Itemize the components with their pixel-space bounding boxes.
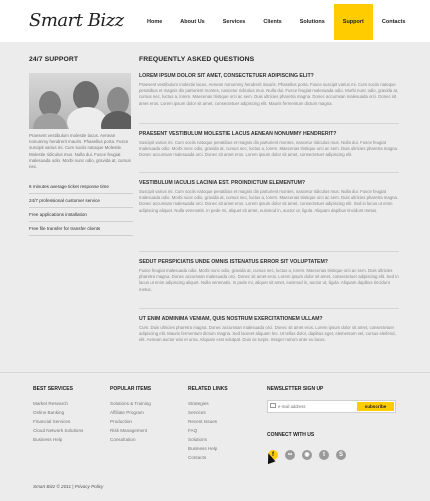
footer-link[interactable]: Solutions [188, 437, 207, 442]
faq-answer: Praesent vestibulum molestie lacus. Aenean nonummy hendrerit mauris. Phasellus porta. Fusce suscipit varius mi. Cum sociis natoque penatibus et magnis dis parturient montes, nascetur ridiculus mus. Nulla dui. Fusce feugiat malesuada odio. Morbi nunc odio, gravida at, cursus nec, luctus a, lorem. Maecenas tristique orci ac sem. Duis ultricies pharetra magna. Donec accumsan malesuada orci. Donec sit amet eros. Lorem ipsum dolor sit amet, consectetuer adipiscing elit. Mauris fermentum dictum magna. [139, 82, 399, 106]
faq-answer: Fusce feugiat malesuada odio. Morbi nunc odio, gravida at, cursus nec, luctus a, lorem. Maecenas tristique orci ac sem. Duis ultricies pharetra magna. Donec accumsan malesuada orci. Donec sit amet eros. Lorem ipsum dolor sit amet, consectetuer adipiscing elit. Sed in lacus ut enim adipiscing aliquet. Nulla venenatis. In pede mi, aliquet sit amet, euismod in, auctor ut, ligula. Aliquam dapibus tincidunt metus. [139, 268, 399, 292]
faq-title: FREQUENTLY ASKED QUESTIONS [139, 56, 255, 63]
facebook-icon[interactable]: f [268, 450, 278, 460]
newsletter-section [267, 386, 403, 399]
footer-column-title: RELATED LINKS [188, 386, 228, 392]
footer-link[interactable]: Strategies [188, 401, 209, 406]
faq-question: VESTIBULUM IACULIS LACINIA EST. PROINDICTUM ELEMENTUM? [139, 180, 306, 186]
footer-link[interactable]: Risk Management [110, 428, 148, 433]
divider [139, 123, 399, 124]
divider [139, 308, 399, 309]
nav-contacts[interactable]: Contacts [381, 19, 406, 25]
faq-question: LOREM IPSUM DOLOR SIT AMET, CONSECTETUER ADIPISCING ELIT? [139, 73, 314, 79]
faq-answer: Cum. Duis ultricies pharetra magna. Donec accumsan malesuada orci. Donec sit amet eros. Lorem ipsum dolor sit amet, consectetuer adipiscing elit. Mauris fermentum dictum magna. Sed laoreet aliquam leo. Ut tellus dolor, dapibus eget, elementum vel, cursus eleifend, elit. Aenean auctor wisi et urna. Aliquam erat volutpat. Duis ac turpis. Integer rutrum ante eu lacus. [139, 325, 396, 343]
nav-clients[interactable]: Clients [263, 19, 282, 25]
list-item: 24/7 professional customer service [29, 194, 133, 208]
list-item: 6 minutes average ticket response time [29, 180, 133, 194]
footer-link[interactable]: Online Banking [33, 410, 65, 415]
footer-link[interactable]: Consultation [110, 437, 136, 442]
footer-link[interactable]: FAQ [188, 428, 198, 433]
main-nav [138, 4, 414, 40]
divider [139, 251, 399, 252]
footer-column-title: BEST SERVICES [33, 386, 73, 392]
faq-question: UT ENIM ADMINIMA VENIAM, QUIS NOSTRUM EXERCITATIONEM ULLAM? [139, 316, 323, 322]
footer-link[interactable]: Financial Services [33, 419, 71, 424]
nav-support[interactable]: Support [334, 4, 373, 40]
support-title: 24/7 SUPPORT [29, 56, 79, 63]
faq-question: SEDUT PERSPICIATIS UNDE OMNIS ISTENATUS ERROR SIT VOLUPTATEM? [139, 259, 328, 265]
newsletter-form [267, 400, 396, 413]
support-features-list [29, 180, 133, 236]
nav-services[interactable]: Services [222, 19, 246, 25]
newsletter-email-input[interactable] [278, 402, 350, 410]
footer-link[interactable]: Cloud Network Solutions [33, 428, 84, 433]
list-item: Free applications installation [29, 208, 133, 222]
copyright-text: Smart Bizz © 2011 | Privacy Policy [33, 484, 104, 489]
footer-link[interactable]: Affiliate Program [110, 410, 144, 415]
footer-column-popular-items [110, 386, 151, 444]
footer-link[interactable]: Services [188, 410, 206, 415]
site-logo[interactable]: Smart Bizz [29, 10, 124, 31]
faq-answer: Suscipit varius mi. Cum sociis natoque penatibus et magnis dis parturient montes, nascetur ridiculus mus. Nulla dui. Fusce feugiat malesuada odio. Morbi nunc odio, gravida at, cursus nec, luctus a, lorem. Maecenas tristique orci ac sem. Duis ultricies pharetra magna. Donec accumsan malesuada orci. Donec sit amet eros. Lorem ipsum dolor sit amet, consectetuer adipiscing elit. Sed in lacus ut enim adipiscing aliquet. Nulla venenatis. In pede mi, aliquet sit amet, euismod in, auctor ut, ligula. Aliquam dapibus tincidunt metus. [139, 189, 399, 213]
faq-question: PRAESENT VESTIBULUM MOLESTIE LACUS AENEAN NONUMMY HENDRERIT? [139, 131, 337, 137]
footer-divider [0, 372, 430, 373]
nav-about-us[interactable]: About Us [180, 19, 205, 25]
newsletter-title: NEWSLETTER SIGN UP [267, 386, 324, 392]
support-photo [29, 73, 131, 129]
divider [139, 172, 399, 173]
twitter-icon[interactable]: t [319, 450, 329, 460]
footer-link[interactable]: Business Help [33, 437, 63, 442]
faq-answer: Suscipit varius mi. Cum sociis natoque penatibus et magnis dis parturient montes, nascetur ridiculus mus. Nulla dui. Fusce feugiat malesuada odio. Morbi nunc odio, gravida at, cursus nec, luctus a, lorem. Maecenas tristique orci ac sem. Duis ultricies pharetra magna. Donec accumsan malesuada orci. Donec sit amet eros. Lorem ipsum dolor sit amet, consectetuer adipiscing elit. [139, 140, 399, 158]
nav-solutions[interactable]: Solutions [299, 19, 325, 25]
footer-link[interactable]: Contacts [188, 455, 207, 460]
footer-column-title: POPULAR ITEMS [110, 386, 152, 392]
support-description: Praesent vestibulum molestie lacus. Aenean nonummy hendrerit mauris. Phasellus porta. Fusce suscipit varius mi. Cum sociis natoque Molestie. Molestie ridiculus mus. Nulla dui. Fusce feugiat malesuada odio. Morbi nunc odio, gravida at, cursus nec. [29, 133, 131, 170]
footer-link[interactable]: Recent Issues [188, 419, 218, 424]
nav-home[interactable]: Home [147, 19, 163, 25]
list-item: Free file transfer for transfer clients [29, 222, 133, 236]
rss-icon[interactable]: ◉ [302, 450, 312, 460]
footer-column-related-links [188, 386, 228, 462]
site-header [0, 0, 430, 42]
footer-link[interactable]: Business Help [188, 446, 218, 451]
connect-title: CONNECT WITH US [267, 432, 315, 438]
footer-link[interactable]: Solutions & Training [110, 401, 151, 406]
envelope-icon [270, 403, 276, 408]
footer-link[interactable]: Market Research [33, 401, 68, 406]
footer-link[interactable]: Production [110, 419, 132, 424]
subscribe-button[interactable]: subscribe [357, 402, 394, 411]
skype-icon[interactable]: S [336, 450, 346, 460]
footer-column-best-services [33, 386, 83, 444]
flickr-icon[interactable]: •• [285, 450, 295, 460]
